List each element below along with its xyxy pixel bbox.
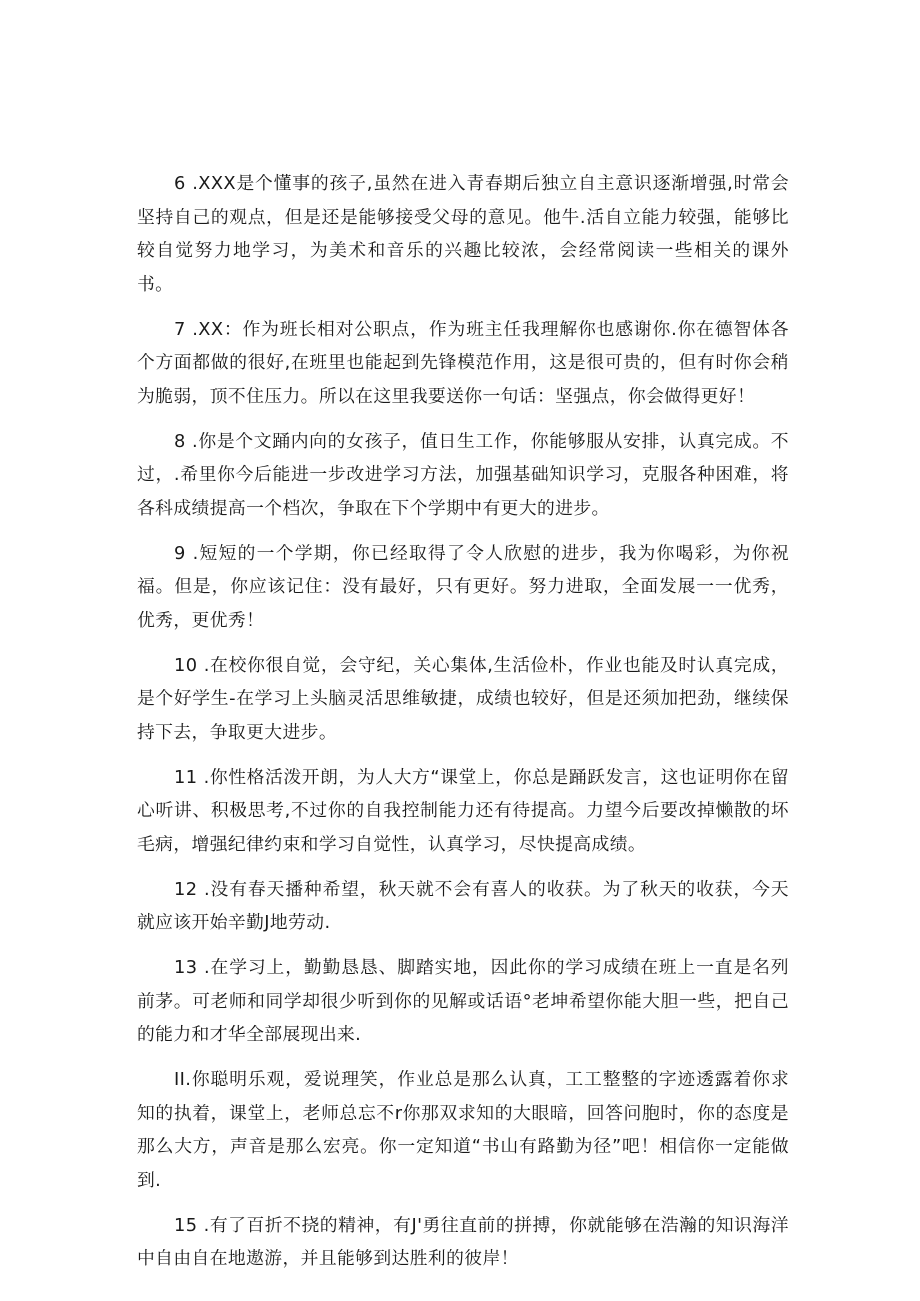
comment-paragraph-9: 9 .短短的一个学期，你已经取得了令人欣慰的进步，我为你喝彩，为你祝福。但是，你应该记住：没有最好，只有更好。努力进取，全面发展一一优秀，优秀，更优秀！	[137, 542, 789, 631]
comment-paragraph-12: 12 .没有春天播种希望，秋天就不会有喜人的收获。为了秋天的收获，今天就应该开始辛勤J地劳动.	[137, 878, 789, 933]
comment-paragraph-8: 8 .你是个文踊内向的女孩子，值日生工作，你能够服从安排，认真完成。不过，.希里你今后能进一步改进学习方法，加强基础知识学习，克服各种困难，将各科成绩提高一个档次，争取在下个学期中有更大的进步。	[137, 430, 789, 519]
comment-paragraph-13: 13 .在学习上，勤勤恳恳、脚踏实地，因此你的学习成绩在班上一直是名列前茅。可老师和同学却很少听到你的见解或话语°老坤希望你能大胆一些，把自己的能力和才华全部展现出来.	[137, 957, 789, 1045]
comment-paragraph-14: II.你聪明乐观，爱说理笑，作业总是那么认真，工工整整的字迹透露着你求知的执着，课堂上，老师总忘不r你那双求知的大眼暗，回答问胞时，你的态度是那么大方，声音是那么宏亮。你一定知道“书山有路勤为径”吧！相信你一定能做到.	[137, 1069, 789, 1191]
comment-paragraph-11: 11 .你性格活泼开朗，为人大方“课堂上，你总是踊跃发言，这也证明你在留心听讲、积极思考,不过你的自我控制能力还有待提高。力望今后要改掉懒散的坏毛病，增强纪律约束和学习自觉性，认真学习，尽快提高成绩。	[137, 766, 789, 855]
comment-paragraph-7: 7 .XX：作为班长相对公职点，作为班主任我理解你也感谢你.你在德智体各个方面都做的很好,在班里也能起到先锋模范作用，这是很可贵的，但有时你会稍为脆弱，顶不住压力。所以在这里我要送你一句话：坚强点，你会做得更好！	[137, 318, 789, 407]
comment-paragraph-15: 15 .有了百折不挠的精神，有J'勇往直前的拼搏，你就能够在浩瀚的知识海洋中自由自在地遨游，并且能够到达胜利的彼岸！	[137, 1214, 789, 1269]
document-body	[137, 167, 789, 1287]
comment-paragraph-10: 10 .在校你很自觉，会守纪，关心集体,生活俭朴，作业也能及时认真完成，是个好学生-在学习上头脑灵活思维敏捷，成绩也较好，但是还须加把劲，继续保持下去，争取更大进步。	[137, 654, 789, 743]
comment-paragraph-6: 6 .XXX是个懂事的孩子,虽然在进入青春期后独立自主意识逐渐增强,时常会坚持自己的观点，但是还是能够接受父母的意见。他牛.活自立能力较强，能够比较自觉努力地学习，为美术和音乐的兴趣比较浓，会经常阅读一些相关的课外书。	[137, 173, 789, 295]
